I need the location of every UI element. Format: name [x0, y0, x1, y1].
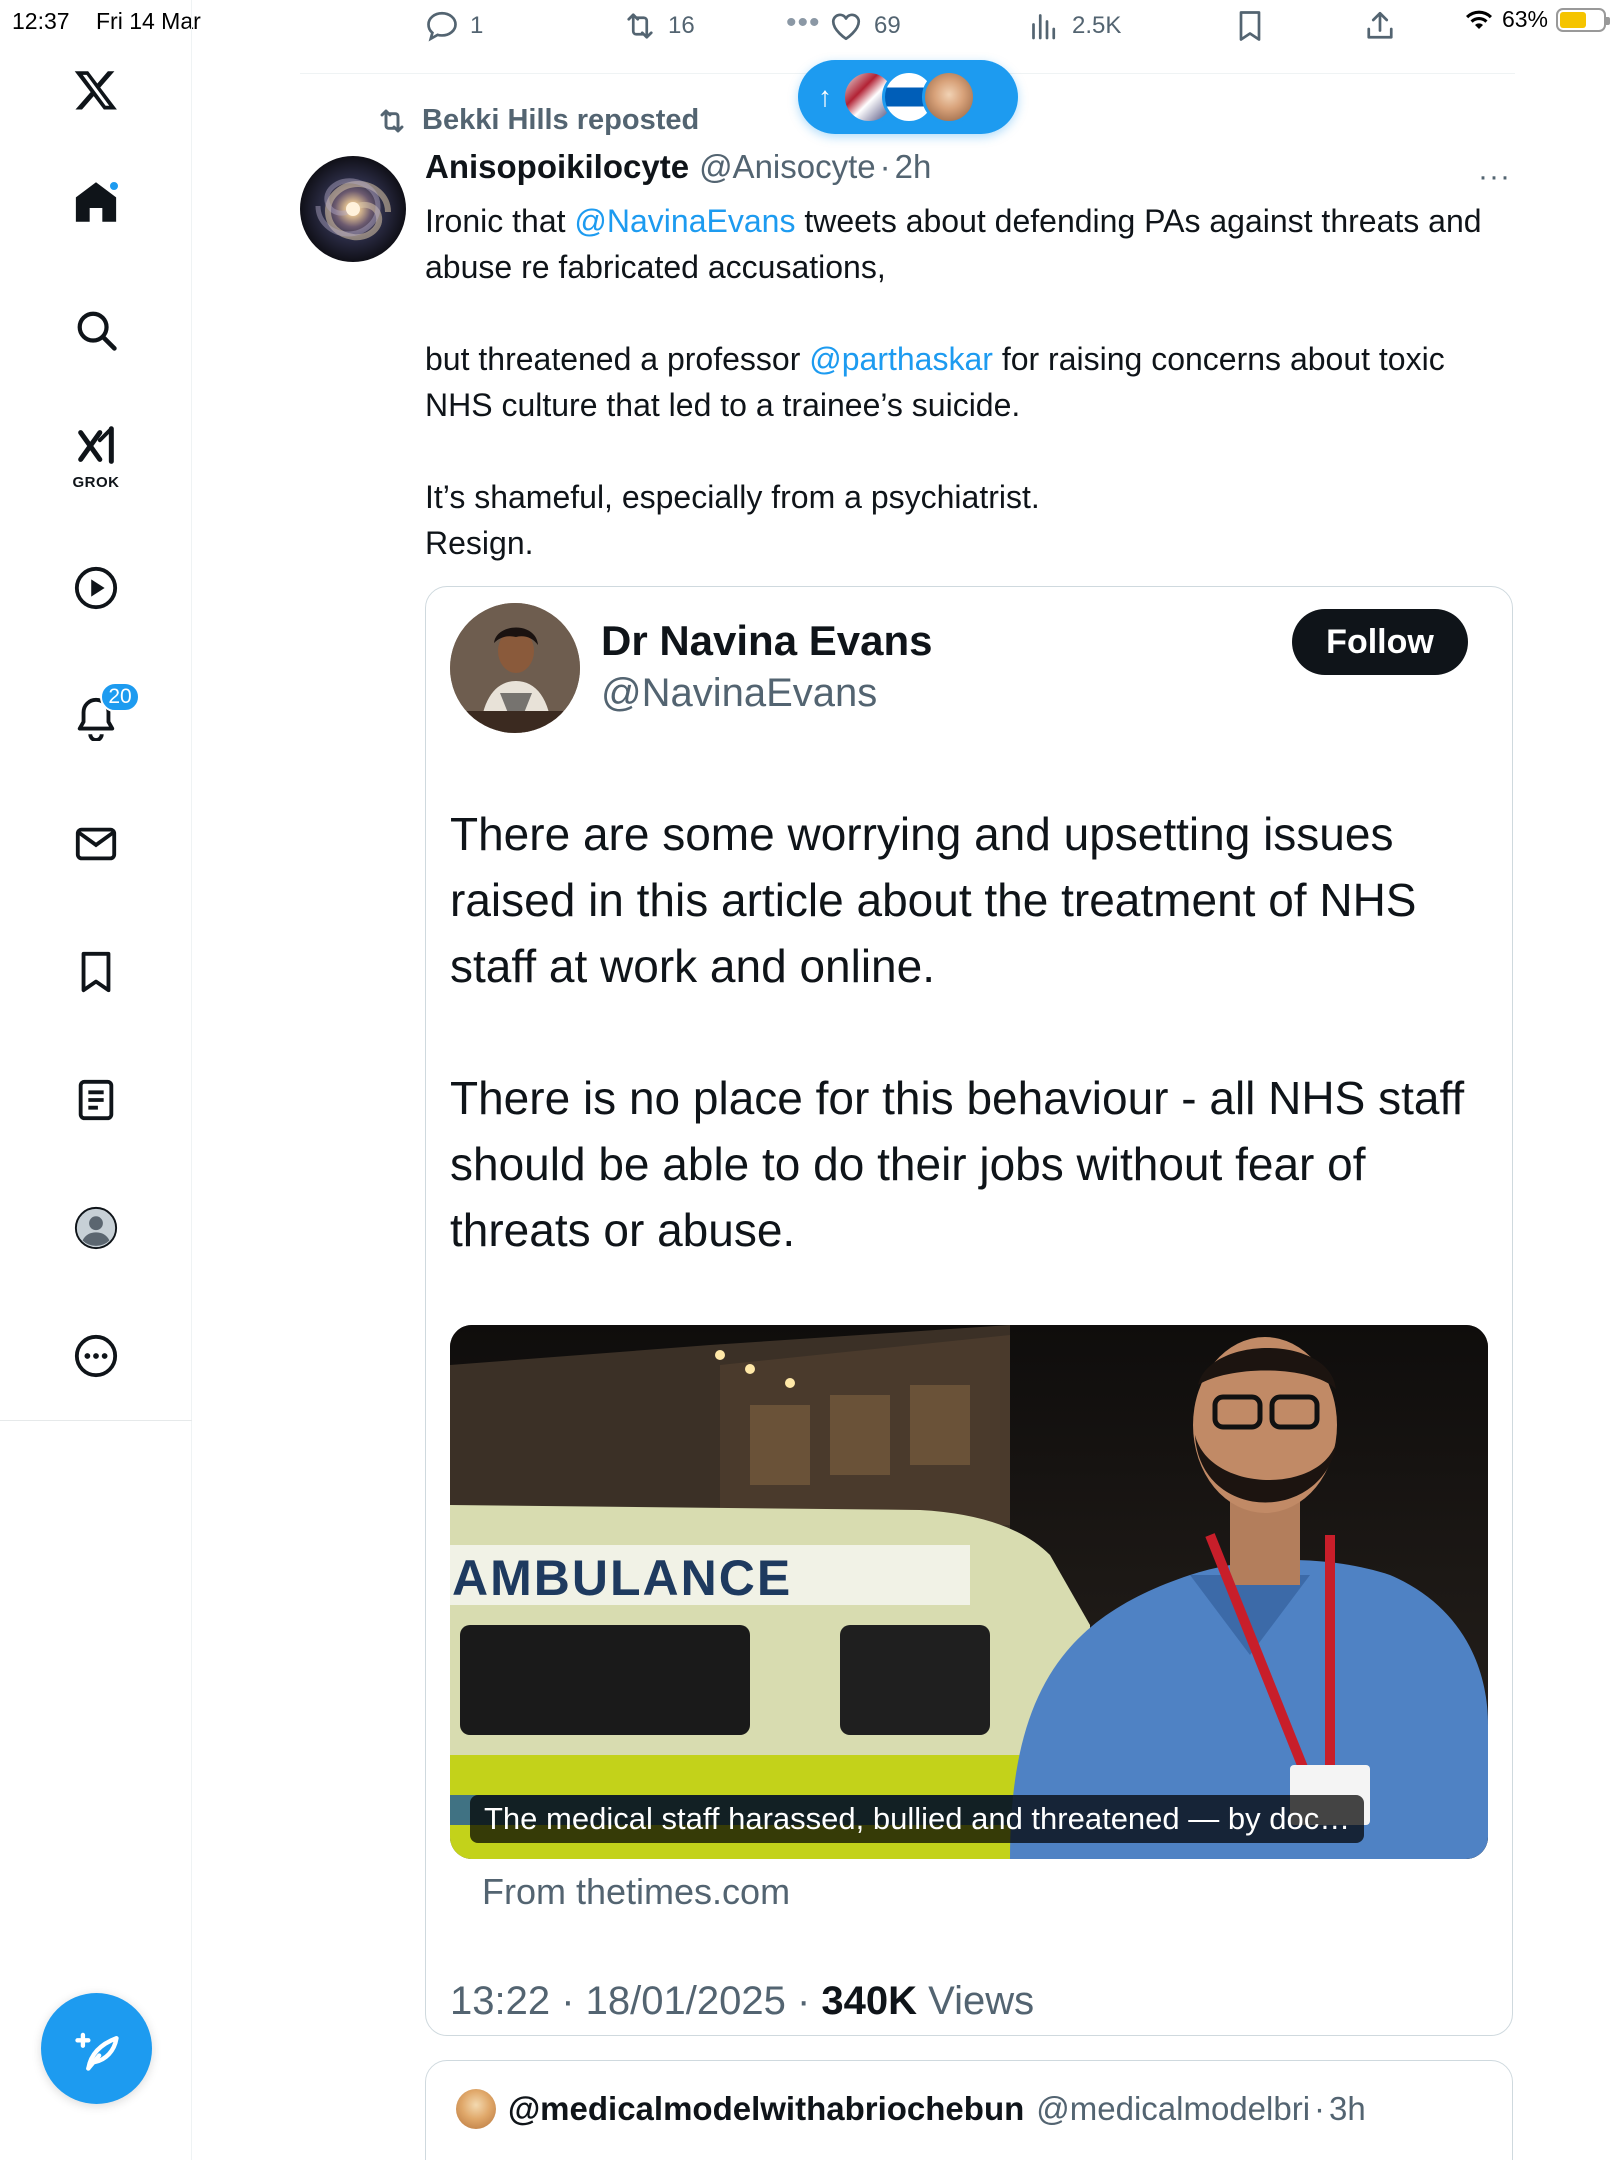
galaxy-avatar-image: [300, 156, 406, 262]
status-date: Fri 14 Mar: [96, 8, 201, 34]
next-author-handle[interactable]: @medicalmodelbri · 3h: [1036, 2090, 1366, 2127]
author-name[interactable]: Anisopoikilocyte: [425, 148, 690, 185]
bookmark-icon: [1232, 8, 1268, 44]
overflow-dots: •••: [786, 6, 821, 39]
compose-button[interactable]: [41, 1993, 152, 2104]
ambulance-sign: AMBULANCE: [452, 1550, 793, 1606]
next-tweet[interactable]: [425, 2060, 1513, 2160]
messages-icon[interactable]: [66, 814, 126, 874]
x-logo-icon[interactable]: [66, 60, 126, 120]
bookmarks-icon[interactable]: [66, 942, 126, 1002]
sidebar-divider: [0, 1420, 192, 1421]
compose-icon: [71, 2023, 123, 2075]
like-count: 69: [874, 12, 901, 39]
views-total: 340K: [821, 1979, 918, 2023]
search-icon[interactable]: [66, 300, 126, 360]
avatar[interactable]: [300, 156, 406, 262]
mention-link[interactable]: @NavinaEvans: [574, 203, 796, 239]
video-icon[interactable]: [66, 558, 126, 618]
pill-avatar: [922, 70, 976, 124]
home-icon[interactable]: [66, 172, 126, 232]
more-options-icon[interactable]: ···: [1478, 160, 1511, 193]
article-title: The medical staff harassed, bullied and threatened — by doc…: [470, 1795, 1364, 1843]
quoted-avatar[interactable]: [450, 603, 580, 733]
quoted-tweet-text: There are some worrying and upsetting issues raised in this article about the treatment of NHS staff at work and online. There is no place for this behaviour - all NHS staff should be able to do their jobs without fear of threats or abuse.: [450, 808, 1465, 1256]
quoted-author-handle[interactable]: @NavinaEvans: [601, 671, 878, 715]
reply-icon: [424, 8, 460, 44]
timestamp: 13:22 · 18/01/2025 ·: [450, 1979, 822, 2023]
views-count: 2.5K: [1072, 12, 1122, 39]
mention-link[interactable]: @parthaskar: [809, 341, 993, 377]
new-posts-pill[interactable]: [798, 60, 1018, 134]
repost-icon: [622, 8, 658, 44]
author-handle[interactable]: @Anisocyte · 2h: [699, 148, 932, 185]
quoted-author-name[interactable]: Dr Navina Evans: [601, 617, 933, 664]
article-photo: [450, 1325, 1488, 1859]
notifications-icon[interactable]: [66, 685, 132, 748]
views-icon: [1026, 8, 1062, 44]
next-tweet-header: [456, 2089, 1366, 2129]
bookmark-button[interactable]: [1232, 8, 1268, 44]
repost-icon: [376, 105, 408, 137]
profile-icon[interactable]: [66, 1198, 126, 1258]
like-button[interactable]: [828, 8, 901, 44]
repost-indicator[interactable]: [376, 104, 699, 137]
article-source[interactable]: From thetimes.com: [482, 1871, 791, 1912]
share-icon: [1362, 8, 1398, 44]
views-label: Views: [917, 1979, 1035, 2023]
article-card-image[interactable]: [450, 1325, 1488, 1859]
person-avatar-image: [450, 603, 580, 733]
tweet-header: [425, 148, 931, 186]
grok-label: GROK: [72, 474, 120, 491]
more-icon[interactable]: [66, 1326, 126, 1386]
reply-button[interactable]: [424, 8, 483, 44]
next-avatar[interactable]: [456, 2089, 496, 2129]
share-button[interactable]: [1362, 8, 1398, 44]
battery-icon: [1556, 8, 1606, 32]
repost-label: Bekki Hills reposted: [422, 104, 700, 136]
quoted-tweet-meta: [450, 1979, 1034, 2024]
heart-icon: [828, 8, 864, 44]
arrow-up-icon: ↑: [818, 81, 832, 112]
grok-icon[interactable]: [66, 424, 126, 491]
repost-count: 16: [668, 12, 695, 39]
views-button[interactable]: [1026, 8, 1121, 44]
repost-button[interactable]: [622, 8, 695, 44]
reply-count: 1: [470, 12, 484, 39]
home-unread-dot: [108, 180, 120, 192]
next-author-name[interactable]: @medicalmodelwithabriochebun: [508, 2090, 1025, 2127]
battery-level: [1560, 12, 1586, 28]
follow-button[interactable]: Follow: [1292, 609, 1468, 675]
notifications-badge: 20: [100, 682, 140, 712]
sidebar: [0, 0, 192, 2160]
quoted-tweet[interactable]: [425, 586, 1513, 2036]
tweet-text: Ironic that @NavinaEvans tweets about defending PAs against threats and abuse re fabricated accusations, but threatened a professor @parthaskar for raising concerns about toxic NHS culture that led to a trainee’s suicide. It’s shameful, especially from a psychiatrist. Resign.: [425, 203, 1482, 561]
lists-icon[interactable]: [66, 1070, 126, 1130]
battery-percent: 63%: [1501, 6, 1548, 32]
pill-avatars: [842, 70, 976, 124]
status-time: 12:37: [12, 8, 70, 34]
